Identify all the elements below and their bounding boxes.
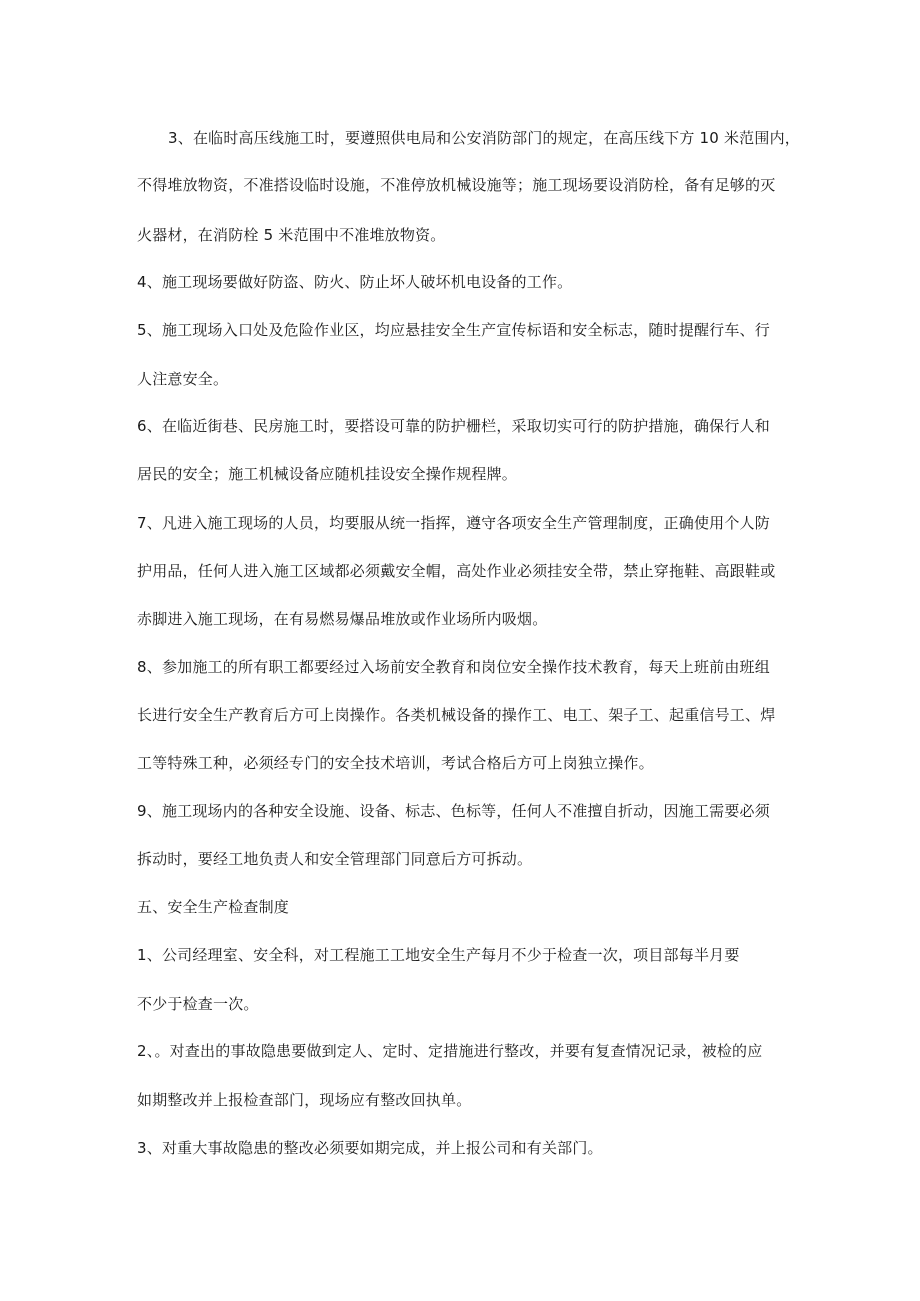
paragraph-7-line-1: 7、凡进入施工现场的人员，均要服从统一指挥，遵守各项安全生产管理制度，正确使用个人防 xyxy=(137,514,770,532)
paragraph-7-line-2: 护用品，任何人进入施工区域都必须戴安全帽，高处作业必须挂安全带，禁止穿拖鞋、高跟鞋或 xyxy=(137,562,776,580)
paragraph-3-line-1: 3、在临时高压线施工时，要遵照供电局和公安消防部门的规定，在高压线下方 10 米范围内， xyxy=(168,129,800,147)
paragraph-8-line-2: 长进行安全生产教育后方可上岗操作。各类机械设备的操作工、电工、架子工、起重信号工、焊 xyxy=(137,706,776,724)
paragraph-5-line-2: 人注意安全。 xyxy=(137,370,229,388)
check-item-1-line-1: 1、公司经理室、安全科，对工程施工工地安全生产每月不少于检查一次，项目部每半月要 xyxy=(137,946,740,964)
paragraph-3-line-2: 不得堆放物资，不准搭设临时设施，不准停放机械设施等；施工现场要设消防栓，备有足够的灭 xyxy=(137,176,776,194)
paragraph-7-line-3: 赤脚进入施工现场，在有易燃易爆品堆放或作业场所内吸烟。 xyxy=(137,610,548,628)
paragraph-9-line-2: 拆动时，要经工地负责人和安全管理部门同意后方可拆动。 xyxy=(137,850,533,868)
paragraph-6-line-2: 居民的安全；施工机械设备应随机挂设安全操作规程牌。 xyxy=(137,465,518,483)
check-item-2-line-1: 2、。对查出的事故隐患要做到定人、定时、定措施进行整改，并要有复查情况记录，被检的应 xyxy=(137,1042,763,1060)
paragraph-8-line-1: 8、参加施工的所有职工都要经过入场前安全教育和岗位安全操作技术教育，每天上班前由班组 xyxy=(137,658,770,676)
paragraph-4-line-1: 4、施工现场要做好防盗、防火、防止坏人破坏机电设备的工作。 xyxy=(137,273,573,291)
paragraph-3-line-3: 火器材，在消防栓 5 米范围中不准堆放物资。 xyxy=(137,226,446,244)
check-item-3-line-1: 3、对重大事故隐患的整改必须要如期完成，并上报公司和有关部门。 xyxy=(137,1139,603,1157)
paragraph-5-line-1: 5、施工现场入口处及危险作业区，均应悬挂安全生产宣传标语和安全标志，随时提醒行车、行 xyxy=(137,321,770,339)
paragraph-9-line-1: 9、施工现场内的各种安全设施、设备、标志、色标等，任何人不准擅自折动，因施工需要必须 xyxy=(137,802,770,820)
paragraph-8-line-3: 工等特殊工种，必须经专门的安全技术培训，考试合格后方可上岗独立操作。 xyxy=(137,754,654,772)
check-item-2-line-2: 如期整改并上报检查部门，现场应有整改回执单。 xyxy=(137,1091,472,1109)
paragraph-6-line-1: 6、在临近街巷、民房施工时，要搭设可靠的防护栅栏，采取切实可行的防护措施，确保行人和 xyxy=(137,417,770,435)
check-item-1-line-2: 不少于检查一次。 xyxy=(137,995,259,1013)
section-heading: 五、安全生产检查制度 xyxy=(137,898,290,916)
